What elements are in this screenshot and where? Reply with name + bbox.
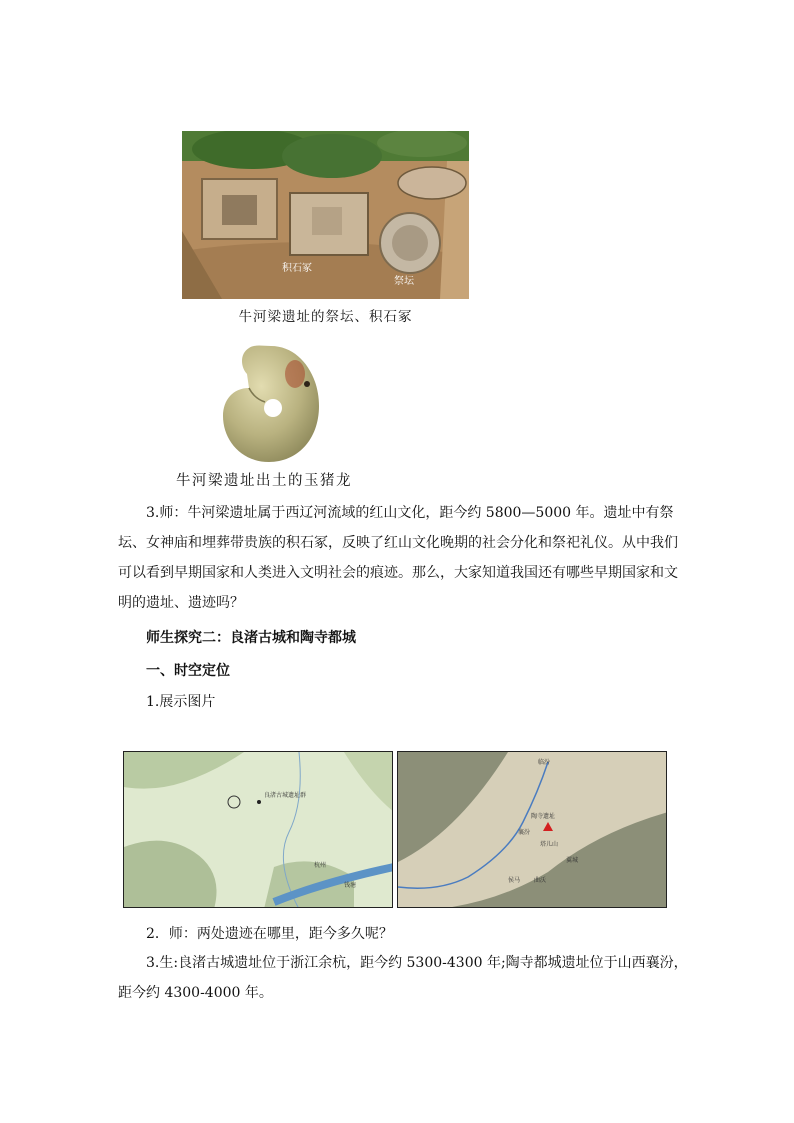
altar-label: 祭坛 [394,276,414,287]
houma-label: 侯马 [508,877,521,884]
hangzhou-label: 杭州 [314,862,327,869]
cairn-label: 积石冢 [282,263,312,274]
section-heading: 师生探究二：良渚古城和陶寺都城 [146,630,356,646]
liangzhu-map [123,751,393,908]
paragraph-student-answer: 3.生:良渚古城遗址位于浙江余杭，距今约 5300-4300 年;陶寺都城遗址位于山西襄汾，距今约 4300-4000 年。 [118,955,688,1001]
figure1-caption: 牛河梁遗址的祭坛、积石冢 [238,309,413,325]
paragraph-teacher-question: 2．师：两处遗迹在哪里，距今多久呢？ [146,926,393,942]
linfen-label: 临汾 [538,759,551,766]
yicheng-label: 翼城 [566,857,579,864]
figure2-caption: 牛河梁遗址出土的玉猪龙 [176,473,352,489]
taosi-label: 陶寺遗址 [531,813,556,820]
qiantang-label: 钱塘 [344,882,357,889]
subheading-spacetime: 一、时空定位 [146,663,230,679]
paragraph-teacher-niuheliang: 3.师：牛河梁遗址属于西辽河流域的红山文化，距今约 5800—5000 年。遗址中有祭坛、女神庙和埋葬带贵族的积石冢，反映了红山文化晚期的社会分化和祭祀礼仪。从中我们可以看到早期国家和人类进入文明社会的痕迹。那么，大家知道我国还有哪些早期国家和文明的遗址、遗迹吗？ [118,505,678,611]
liangzhu-label: 良渚古城遗址群 [264,792,307,799]
xiangfen-label: 襄汾 [518,829,531,836]
quwo-label: 曲沃 [534,877,547,884]
taosi-map [397,751,667,908]
taershan-label: 塔儿山 [540,841,559,848]
niuheliang-aerial-photo [182,131,469,299]
jade-pig-dragon-image [219,334,321,464]
item-show-pictures: 1.展示图片 [146,694,216,710]
